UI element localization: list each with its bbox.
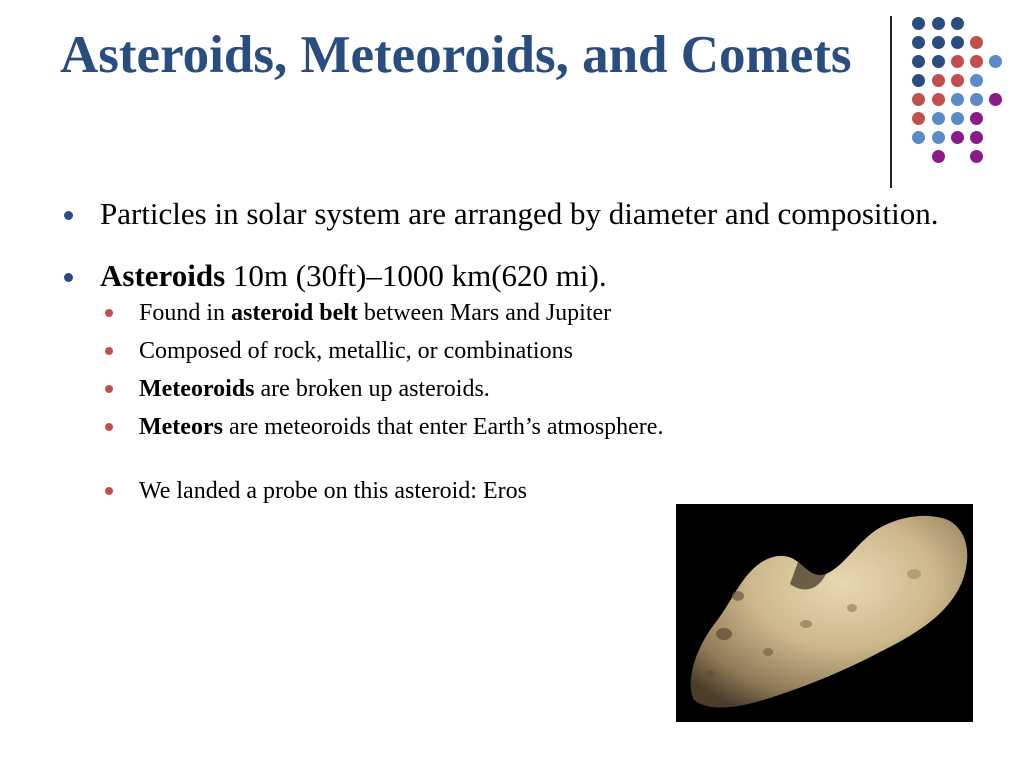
decorative-dot xyxy=(912,55,925,68)
asteroid-illustration xyxy=(676,504,973,722)
sub-bullet-text: between Mars and Jupiter xyxy=(357,300,612,326)
decorative-dot xyxy=(932,74,945,87)
decorative-dot xyxy=(951,93,964,106)
decorative-dot xyxy=(951,131,964,144)
decorative-dot xyxy=(932,17,945,30)
decorative-dot xyxy=(912,17,925,30)
decorative-dot xyxy=(989,55,1002,68)
sub-bullet-text: We landed a probe on this asteroid: Eros xyxy=(139,478,527,504)
decorative-dot xyxy=(989,93,1002,106)
eros-asteroid-image xyxy=(676,504,973,722)
decorative-dot xyxy=(951,55,964,68)
decorative-dot xyxy=(932,112,945,125)
decorative-dot xyxy=(970,150,983,163)
decorative-dot-grid xyxy=(0,0,1024,200)
decorative-dot xyxy=(970,74,983,87)
bullet-list xyxy=(62,196,942,506)
sub-bullet-text: are meteoroids that enter Earth’s atmosphere. xyxy=(222,414,664,440)
sub-bullet-bold: Meteoroids xyxy=(139,376,255,402)
decorative-dot xyxy=(970,55,983,68)
decorative-dot xyxy=(951,17,964,30)
sub-bullet-location xyxy=(62,298,942,328)
decorative-dot xyxy=(970,36,983,49)
sub-bullet-bold: asteroid belt xyxy=(231,300,358,326)
asteroids-size-range: 10m (30ft)–1000 km(620 mi). xyxy=(225,258,607,293)
decorative-dot xyxy=(912,93,925,106)
decorative-dot xyxy=(932,93,945,106)
decorative-dot xyxy=(912,131,925,144)
sub-bullet-composition xyxy=(62,336,942,366)
sub-bullet-text: Composed of rock, metallic, or combinations xyxy=(139,338,573,364)
decorative-dot xyxy=(912,74,925,87)
sub-bullet-bold: Meteors xyxy=(139,414,223,440)
decorative-dot xyxy=(970,93,983,106)
decorative-dot xyxy=(970,131,983,144)
bullet-particles: Particles in solar system are arranged by diameter and composition. xyxy=(62,196,942,232)
decorative-dot xyxy=(932,150,945,163)
sub-bullet-eros xyxy=(62,476,942,506)
sub-bullet-text: are broken up asteroids. xyxy=(254,376,490,402)
decorative-dot xyxy=(951,74,964,87)
decorative-dot xyxy=(951,36,964,49)
decorative-dot xyxy=(912,36,925,49)
sub-bullet-meteoroids xyxy=(62,374,942,404)
asteroids-term: Asteroids xyxy=(100,258,226,293)
bullet-asteroids xyxy=(62,258,942,294)
decorative-dot xyxy=(951,112,964,125)
decorative-dot xyxy=(932,131,945,144)
decorative-dot xyxy=(970,112,983,125)
sub-bullet-text: Found in xyxy=(139,300,232,326)
decorative-dot xyxy=(912,112,925,125)
decorative-dot xyxy=(932,55,945,68)
sub-bullet-meteors xyxy=(62,412,942,442)
slide-title: Asteroids, Meteoroids, and Comets xyxy=(60,26,852,84)
decorative-dot xyxy=(932,36,945,49)
